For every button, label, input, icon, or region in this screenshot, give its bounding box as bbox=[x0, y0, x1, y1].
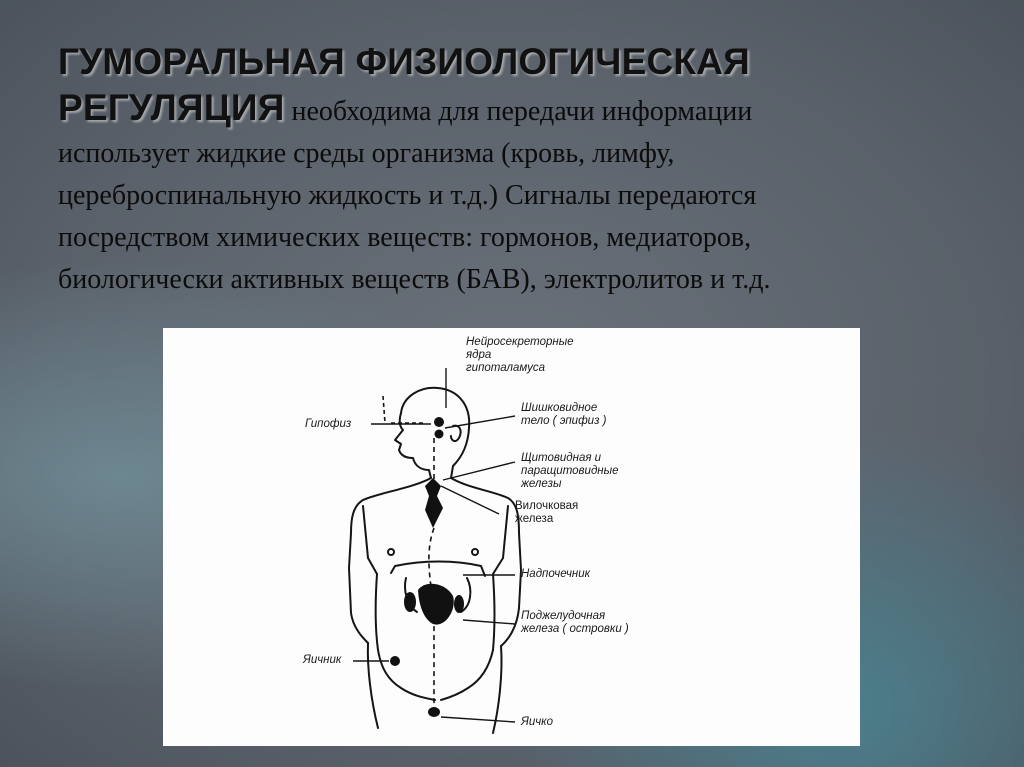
endocrine-diagram bbox=[163, 328, 860, 746]
label-thymus bbox=[515, 500, 578, 526]
label-testis-text: Яичко bbox=[521, 716, 554, 728]
label-neurosecretory-line2: ядра bbox=[466, 349, 492, 361]
label-pancreas-line2: железа ( островки ) bbox=[521, 623, 629, 635]
slide-title-line1: ГУМОРАЛЬНАЯ ФИЗИОЛОГИЧЕСКАЯ bbox=[58, 41, 750, 82]
label-pituitary bbox=[305, 418, 351, 431]
label-thyroid-line2: паращитовидные bbox=[521, 465, 619, 477]
label-pineal-line2: тело ( эпифиз ) bbox=[521, 415, 607, 427]
label-testis bbox=[521, 716, 553, 729]
label-pineal bbox=[521, 402, 606, 428]
label-neurosecretory bbox=[466, 336, 574, 375]
label-pituitary-text: Гипофиз bbox=[305, 418, 352, 430]
label-pancreas-line1: Поджелудочная bbox=[521, 610, 606, 622]
body-line-3: посредством химических веществ: гормонов, медиаторов, bbox=[58, 222, 752, 253]
body-line-1: использует жидкие среды организма (кровь, лимфу, bbox=[58, 138, 675, 169]
body-line-4: биологически активных веществ (БАВ), электролитов и т.д. bbox=[58, 264, 771, 295]
label-thyroid-line3: железы bbox=[521, 478, 562, 490]
label-thyroid bbox=[521, 452, 619, 491]
label-thyroid-line1: Щитовидная и bbox=[521, 452, 602, 464]
label-thymus-line2: железа bbox=[515, 513, 554, 525]
label-ovary-text: Яичник bbox=[303, 654, 342, 666]
body-outline-drawing bbox=[163, 328, 860, 746]
label-pineal-line1: Шишковидное bbox=[521, 402, 598, 414]
label-neurosecretory-line1: Нейросекреторные bbox=[466, 336, 574, 348]
body-first-line: необходима для передачи информации bbox=[284, 96, 753, 127]
body-line-2: цереброспинальную жидкость и т.д.) Сигналы передаются bbox=[58, 180, 757, 211]
slide-title-line2: РЕГУЛЯЦИЯ bbox=[58, 87, 285, 128]
label-ovary bbox=[303, 654, 341, 667]
label-pancreas bbox=[521, 610, 629, 636]
label-adrenal-text: Надпочечник bbox=[521, 568, 591, 580]
text-block bbox=[58, 38, 958, 301]
label-neurosecretory-line3: гипоталамуса bbox=[466, 362, 546, 374]
label-adrenal bbox=[521, 568, 590, 581]
label-thymus-line1: Вилочковая bbox=[515, 500, 579, 512]
